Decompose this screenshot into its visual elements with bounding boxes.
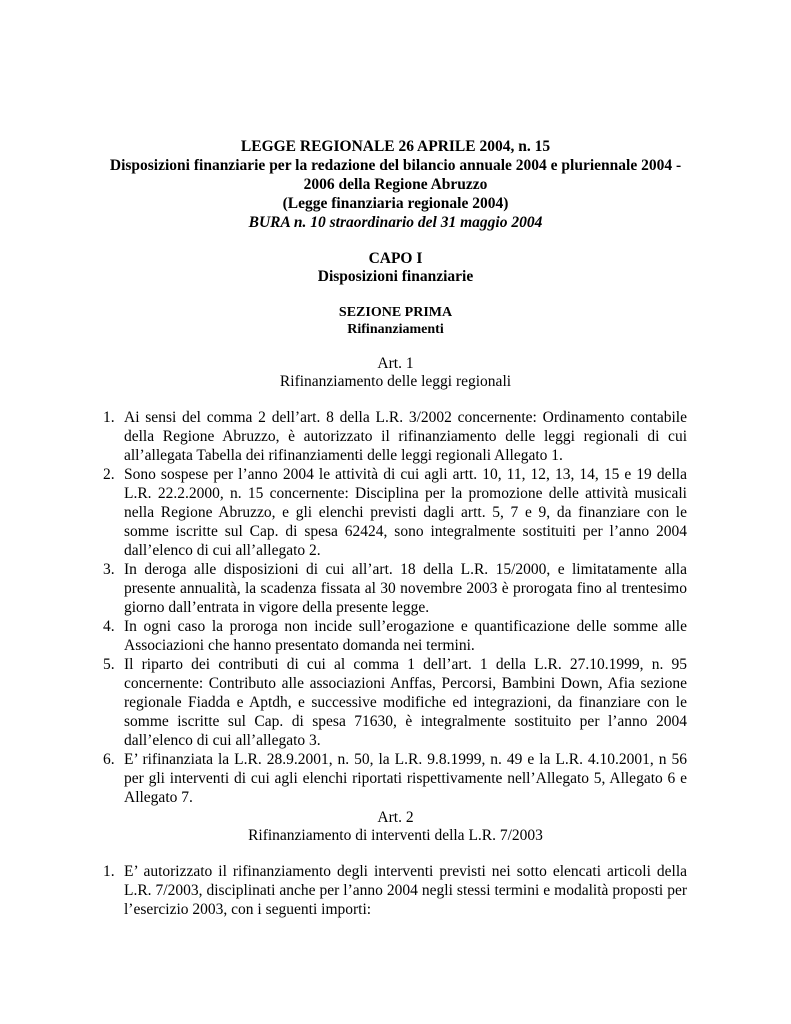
article-2-list xyxy=(103,862,687,919)
item-text: Sono sospese per l’anno 2004 le attività di cui agli artt. 10, 11, 12, 13, 14, 15 e 19 della L.R. 22.2.2000, n. 15 concernente: Disciplina per la promozione delle attività musicali nella Regione Abruzzo, e gli elenchi previsti dagli artt. 5, 7 e 9, da finanziare con le somme iscritte sul Cap. di spesa 62424, sono integralmente sostituiti per l’anno 2004 dall’elenco di cui all’allegato 2. xyxy=(124,466,687,559)
list-item xyxy=(103,560,687,617)
item-number: 5. xyxy=(103,656,115,673)
item-number: 2. xyxy=(103,466,115,483)
item-number: 6. xyxy=(103,751,115,768)
article-2-number: Art. 2 xyxy=(377,809,414,826)
item-text: Il riparto dei contributi di cui al comma 1 dell’art. 1 della L.R. 27.10.1999, n. 95 concernente: Contributo alle associazioni Anffas, Percorsi, Bambini Down, Afia sezione regionale Fiadda e Aptdh, e successive modifiche ed integrazioni, da finanziare con le somme iscritte sul Cap. di spesa 71630, è integralmente sostituito per l’anno 2004 dall’elenco di cui all’allegato 3. xyxy=(124,656,687,749)
item-number: 1. xyxy=(103,409,115,426)
capo-title: Disposizioni finanziarie xyxy=(317,268,474,285)
list-item xyxy=(103,408,687,465)
law-title: LEGGE REGIONALE 26 APRILE 2004, n. 15 xyxy=(240,138,551,155)
capo-number: CAPO I xyxy=(368,250,423,267)
item-text: In deroga alle disposizioni di cui all’art. 18 della L.R. 15/2000, e limitatamente alla presente annualità, la scadenza fissata al 30 novembre 2003 è prorogata fino al trentesimo giorno dall’entrata in vigore della presente legge. xyxy=(124,561,687,616)
law-subtitle-line1: Disposizioni finanziarie per la redazione del bilancio annuale 2004 e pluriennale 2004 - xyxy=(109,157,682,174)
item-number: 3. xyxy=(103,561,115,578)
law-short-title: (Legge finanziaria regionale 2004) xyxy=(282,195,509,212)
item-number: 4. xyxy=(103,618,115,635)
list-item xyxy=(103,750,687,807)
section-title: Rifinanziamenti xyxy=(347,322,444,337)
item-text: E’ rifinanziata la L.R. 28.9.2001, n. 50, la L.R. 9.8.1999, n. 49 e la L.R. 4.10.2001, n 56 per gli interventi di cui agli elenchi riportati rispettivamente nell’Allegato 5, Allegato 6 e Allegato 7. xyxy=(124,751,687,806)
section-number: SEZIONE PRIMA xyxy=(338,305,453,320)
list-item xyxy=(103,655,687,750)
list-item xyxy=(103,862,687,919)
article-1-title: Rifinanziamento delle leggi regionali xyxy=(279,373,512,390)
item-text: In ogni caso la proroga non incide sull’erogazione e quantificazione delle somme alle Associazioni che hanno presentato domanda nei termini. xyxy=(124,618,687,654)
list-item xyxy=(103,465,687,560)
publication-reference: BURA n. 10 straordinario del 31 maggio 2004 xyxy=(248,214,543,231)
article-2-title: Rifinanziamento di interventi della L.R. 7/2003 xyxy=(248,827,543,844)
article-1-list xyxy=(103,408,687,807)
article-1-number: Art. 1 xyxy=(377,355,414,372)
item-text: E’ autorizzato il rifinanziamento degli interventi previsti nei sotto elencati articoli della L.R. 7/2003, disciplinati anche per l’anno 2004 negli stessi termini e modalità proposti per l’esercizio 2003, con i seguenti importi: xyxy=(124,863,687,918)
item-text: Ai sensi del comma 2 dell’art. 8 della L.R. 3/2002 concernente: Ordinamento contabile della Regione Abruzzo, è autorizzato il rifinanziamento delle leggi regionali di cui all’allegata Tabella dei rifinanziamenti delle leggi regionali Allegato 1. xyxy=(124,409,687,464)
item-number: 1. xyxy=(103,863,115,880)
list-item xyxy=(103,617,687,655)
law-subtitle-line2: 2006 della Regione Abruzzo xyxy=(303,176,488,193)
